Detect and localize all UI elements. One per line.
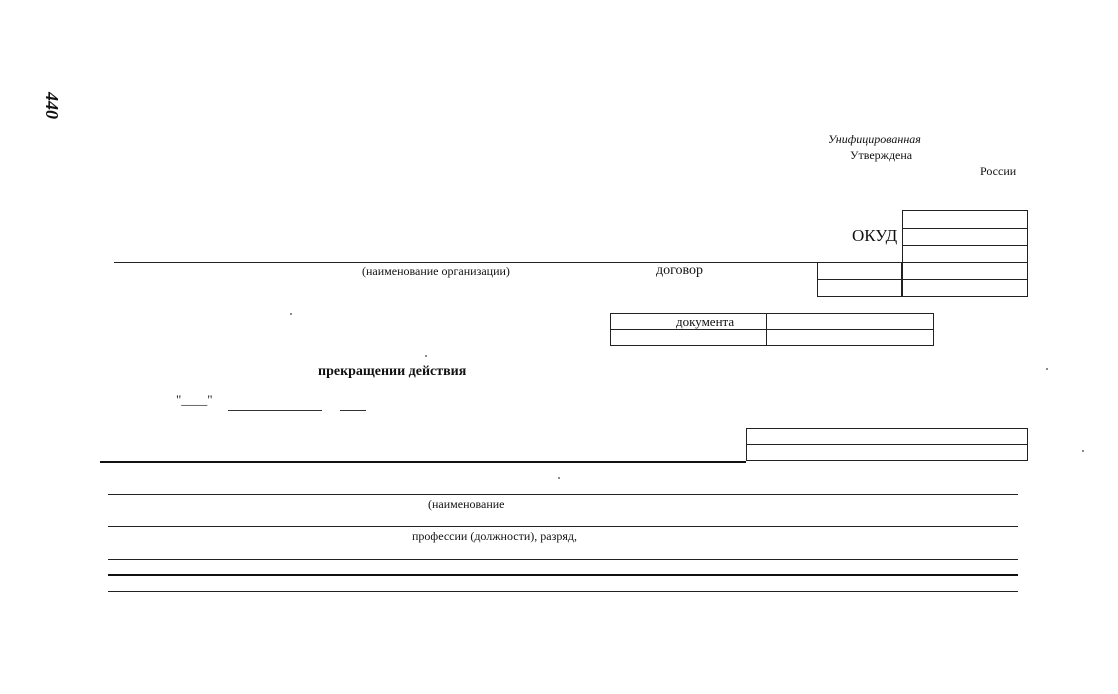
contract-code-table bbox=[817, 262, 902, 297]
date-month-line bbox=[228, 410, 322, 411]
scan-speck bbox=[1046, 368, 1048, 370]
code-cell-4[interactable] bbox=[903, 263, 1028, 280]
authority-text: России bbox=[980, 164, 1017, 178]
profession-caption: профессии (должности), разряд, bbox=[412, 529, 577, 543]
code-cell-2[interactable] bbox=[903, 229, 1028, 246]
personnel-number-table bbox=[746, 428, 1028, 461]
extra-line-2 bbox=[108, 574, 1018, 576]
organization-caption: (наименование организации) bbox=[362, 264, 510, 278]
code-cell-3[interactable] bbox=[903, 246, 1028, 263]
extra-line-1 bbox=[108, 559, 1018, 560]
employee-name-line bbox=[100, 461, 746, 463]
code-cell-5[interactable] bbox=[903, 280, 1028, 297]
date-year-line bbox=[340, 410, 366, 411]
date-day-field[interactable]: "____" bbox=[176, 392, 213, 407]
contract-label: договор bbox=[656, 263, 704, 278]
extra-line-3 bbox=[108, 591, 1018, 592]
document-table bbox=[610, 313, 934, 346]
scan-speck bbox=[1082, 450, 1084, 452]
document-date-header bbox=[767, 314, 934, 330]
code-table bbox=[902, 210, 1028, 297]
contract-code-cell-2[interactable] bbox=[818, 280, 902, 297]
scan-speck bbox=[290, 313, 292, 315]
unit-caption: (наименование bbox=[428, 497, 505, 511]
form-status-text: Унифицированная bbox=[828, 132, 921, 146]
page-number: 440 bbox=[42, 92, 62, 119]
contract-code-cell-1[interactable] bbox=[818, 263, 902, 280]
unit-line bbox=[108, 494, 1018, 495]
code-cell-1[interactable] bbox=[903, 211, 1028, 229]
position-line bbox=[108, 526, 1018, 527]
document-date-cell[interactable] bbox=[767, 330, 934, 346]
approved-text: Утверждена bbox=[850, 148, 913, 162]
personnel-number-cell[interactable] bbox=[747, 445, 1028, 461]
okud-label: ОКУД bbox=[852, 226, 898, 245]
document-title: прекращении действия bbox=[318, 364, 467, 379]
scan-speck bbox=[558, 477, 560, 479]
document-number-cell[interactable] bbox=[611, 330, 767, 346]
document-label: документа bbox=[676, 314, 735, 329]
scan-speck bbox=[425, 355, 427, 357]
personnel-header-cell bbox=[747, 429, 1028, 445]
organization-line bbox=[114, 262, 818, 263]
